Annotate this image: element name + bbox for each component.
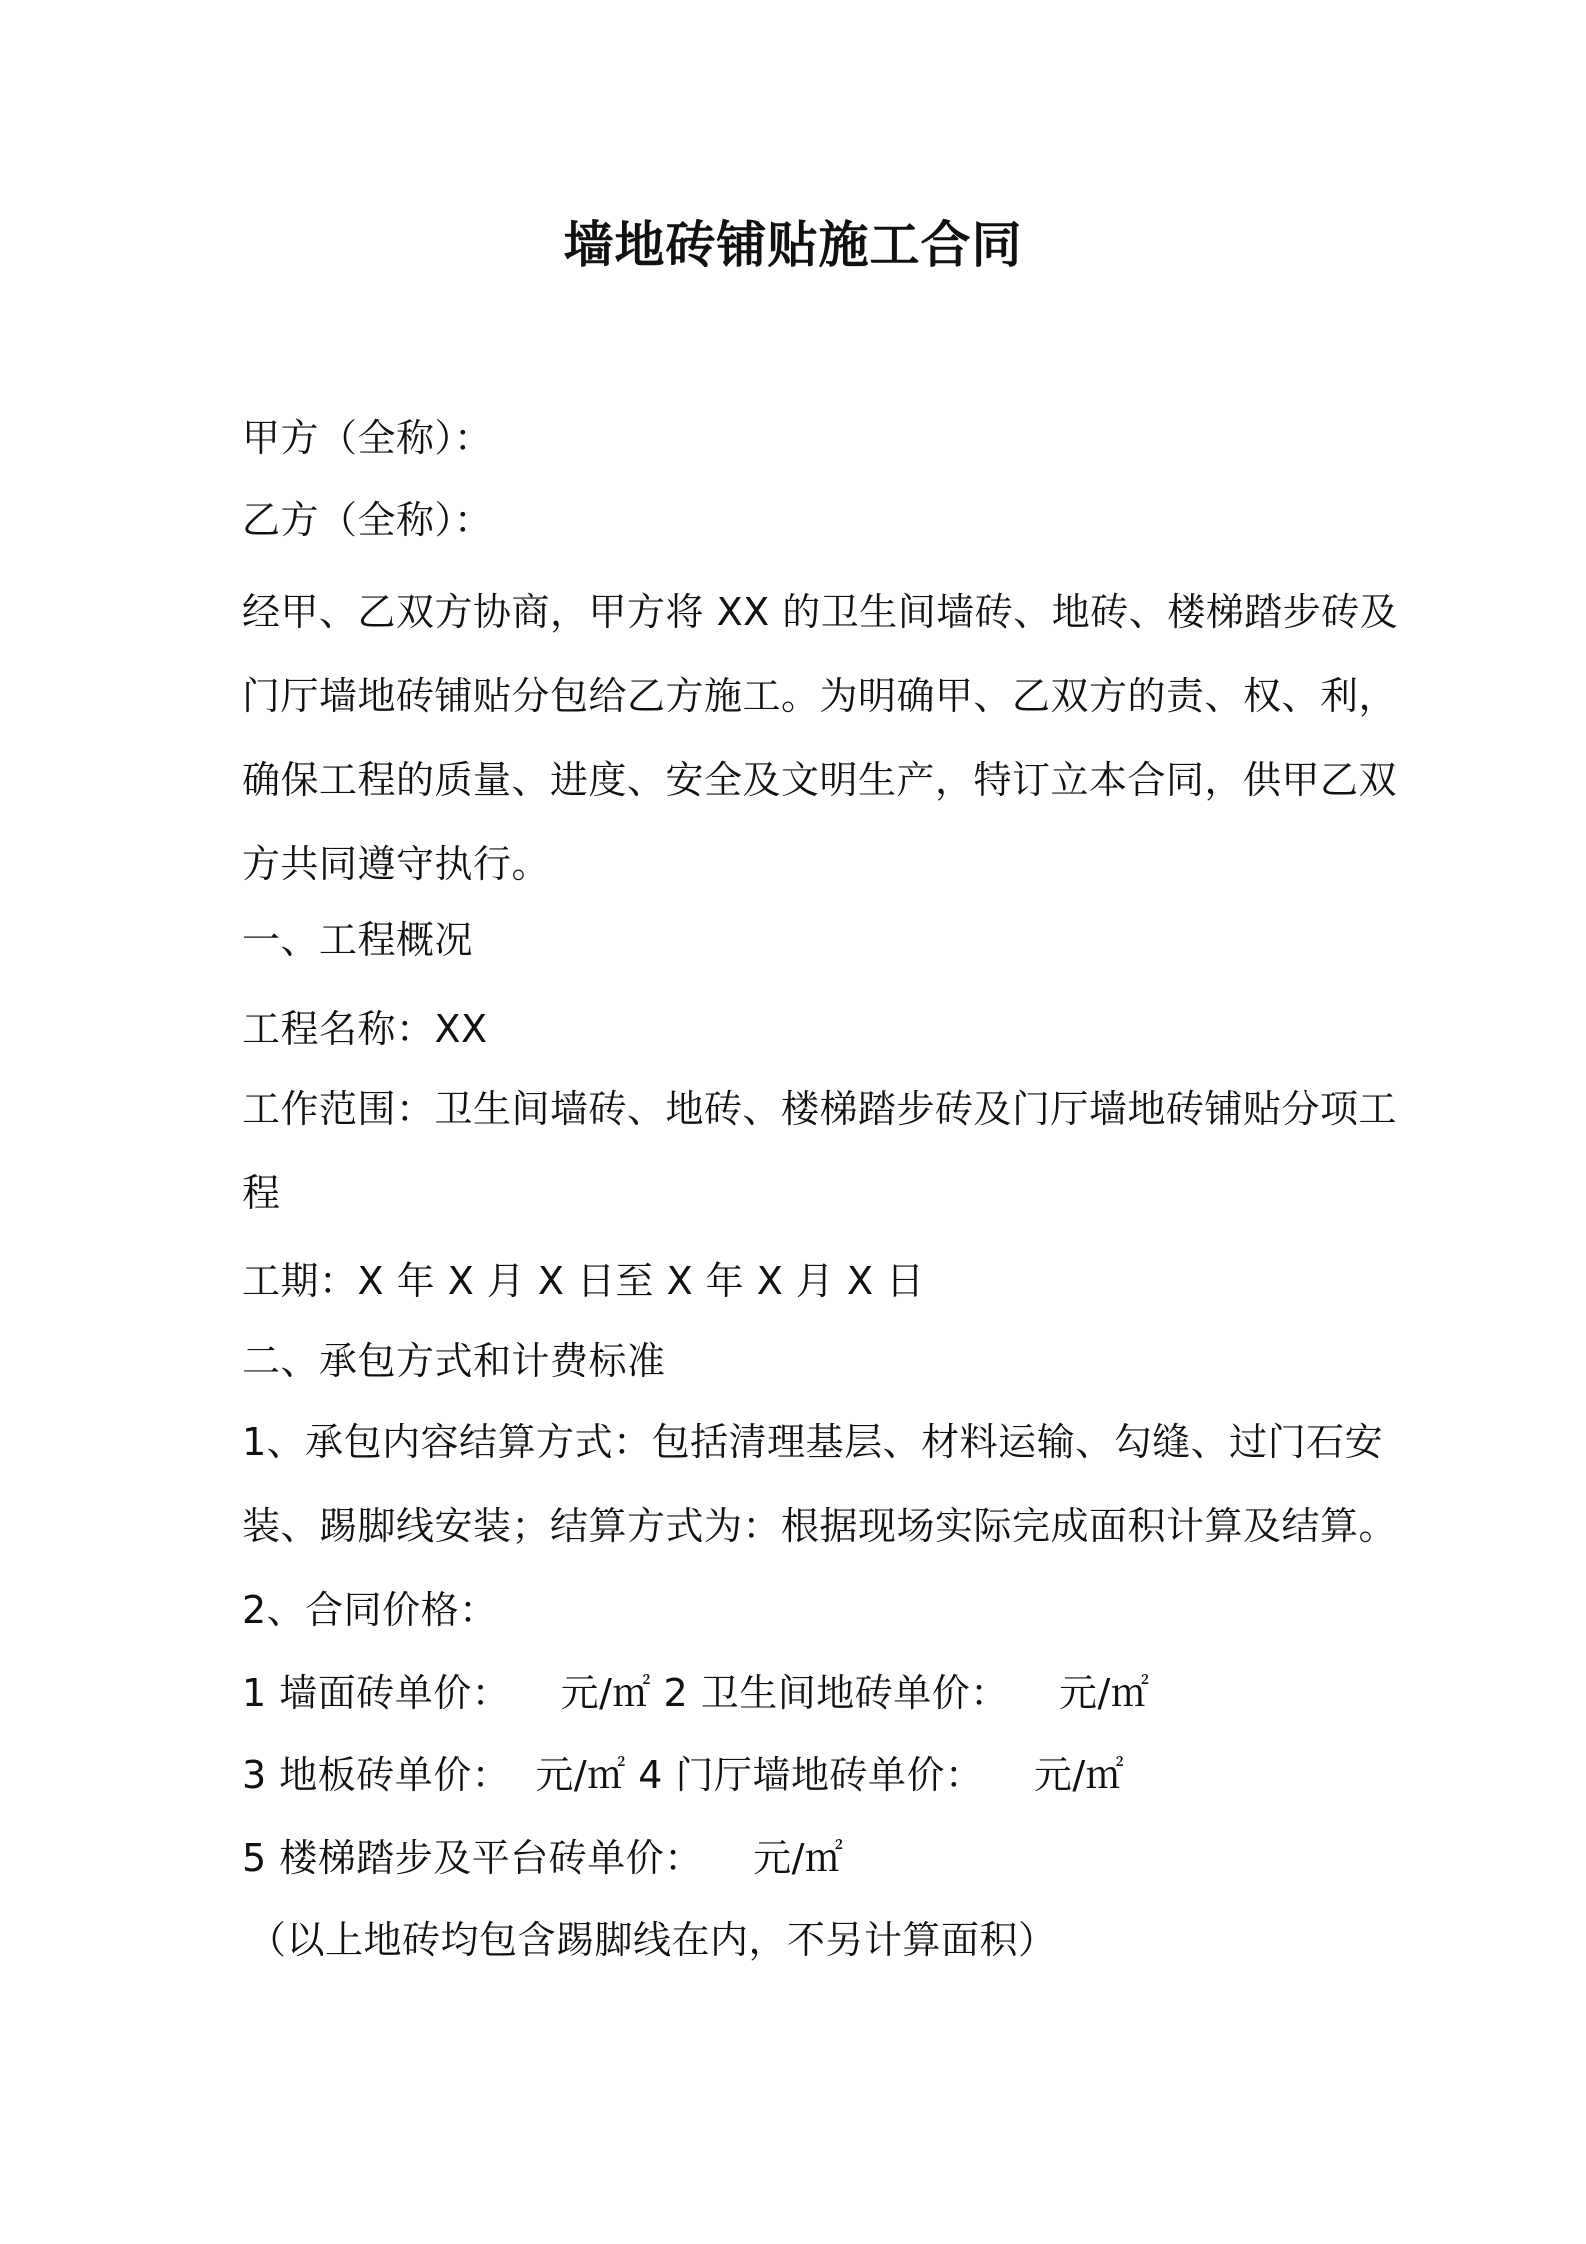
item-1-paragraph <box>242 1400 1398 1568</box>
party-a-line: 甲方（全称）： <box>242 416 493 460</box>
scope-line: 程 <box>242 1171 281 1215</box>
duration-line: 工期：X 年 X 月 X 日至 X 年 X 月 X 日 <box>242 1259 925 1303</box>
document-title: 墙地砖铺贴施工合同 <box>563 216 1023 274</box>
intro-line: 方共同遵守执行。 <box>242 842 551 886</box>
price-line-1: 1 墙面砖单价： 元/㎡ 2 卫生间地砖单价： 元/㎡ <box>242 1671 1150 1715</box>
price-line-2: 3 地板砖单价： 元/㎡ 4 门厅墙地砖单价： 元/㎡ <box>242 1753 1125 1797</box>
project-name-line: 工程名称：XX <box>242 1007 488 1051</box>
intro-line: 经甲、乙双方协商，甲方将 XX 的卫生间墙砖、地砖、楼梯踏步砖及 <box>242 590 1399 634</box>
section-2-heading: 二、承包方式和计费标准 <box>242 1339 666 1383</box>
item-1-line: 装、踢脚线安装；结算方式为：根据现场实际完成面积计算及结算。 <box>242 1504 1398 1548</box>
item-2-heading: 2、合同价格： <box>242 1588 498 1632</box>
item-1-line: 1、承包内容结算方式：包括清理基层、材料运输、勾缝、过门石安 <box>242 1420 1384 1464</box>
note-line: （以上地砖均包含踢脚线在内，不另计算面积） <box>248 1918 1057 1962</box>
party-b-line: 乙方（全称）： <box>242 498 493 542</box>
scope-paragraph <box>242 1067 1398 1235</box>
intro-line: 门厅墙地砖铺贴分包给乙方施工。为明确甲、乙双方的责、权、利， <box>242 674 1398 718</box>
intro-line: 确保工程的质量、进度、安全及文明生产，特订立本合同，供甲乙双 <box>242 758 1398 802</box>
scope-line: 工作范围：卫生间墙砖、地砖、楼梯踏步砖及门厅墙地砖铺贴分项工 <box>242 1087 1398 1131</box>
intro-paragraph <box>242 570 1399 906</box>
section-1-heading: 一、工程概况 <box>242 918 474 962</box>
price-line-3: 5 楼梯踏步及平台砖单价： 元/㎡ <box>242 1836 844 1880</box>
